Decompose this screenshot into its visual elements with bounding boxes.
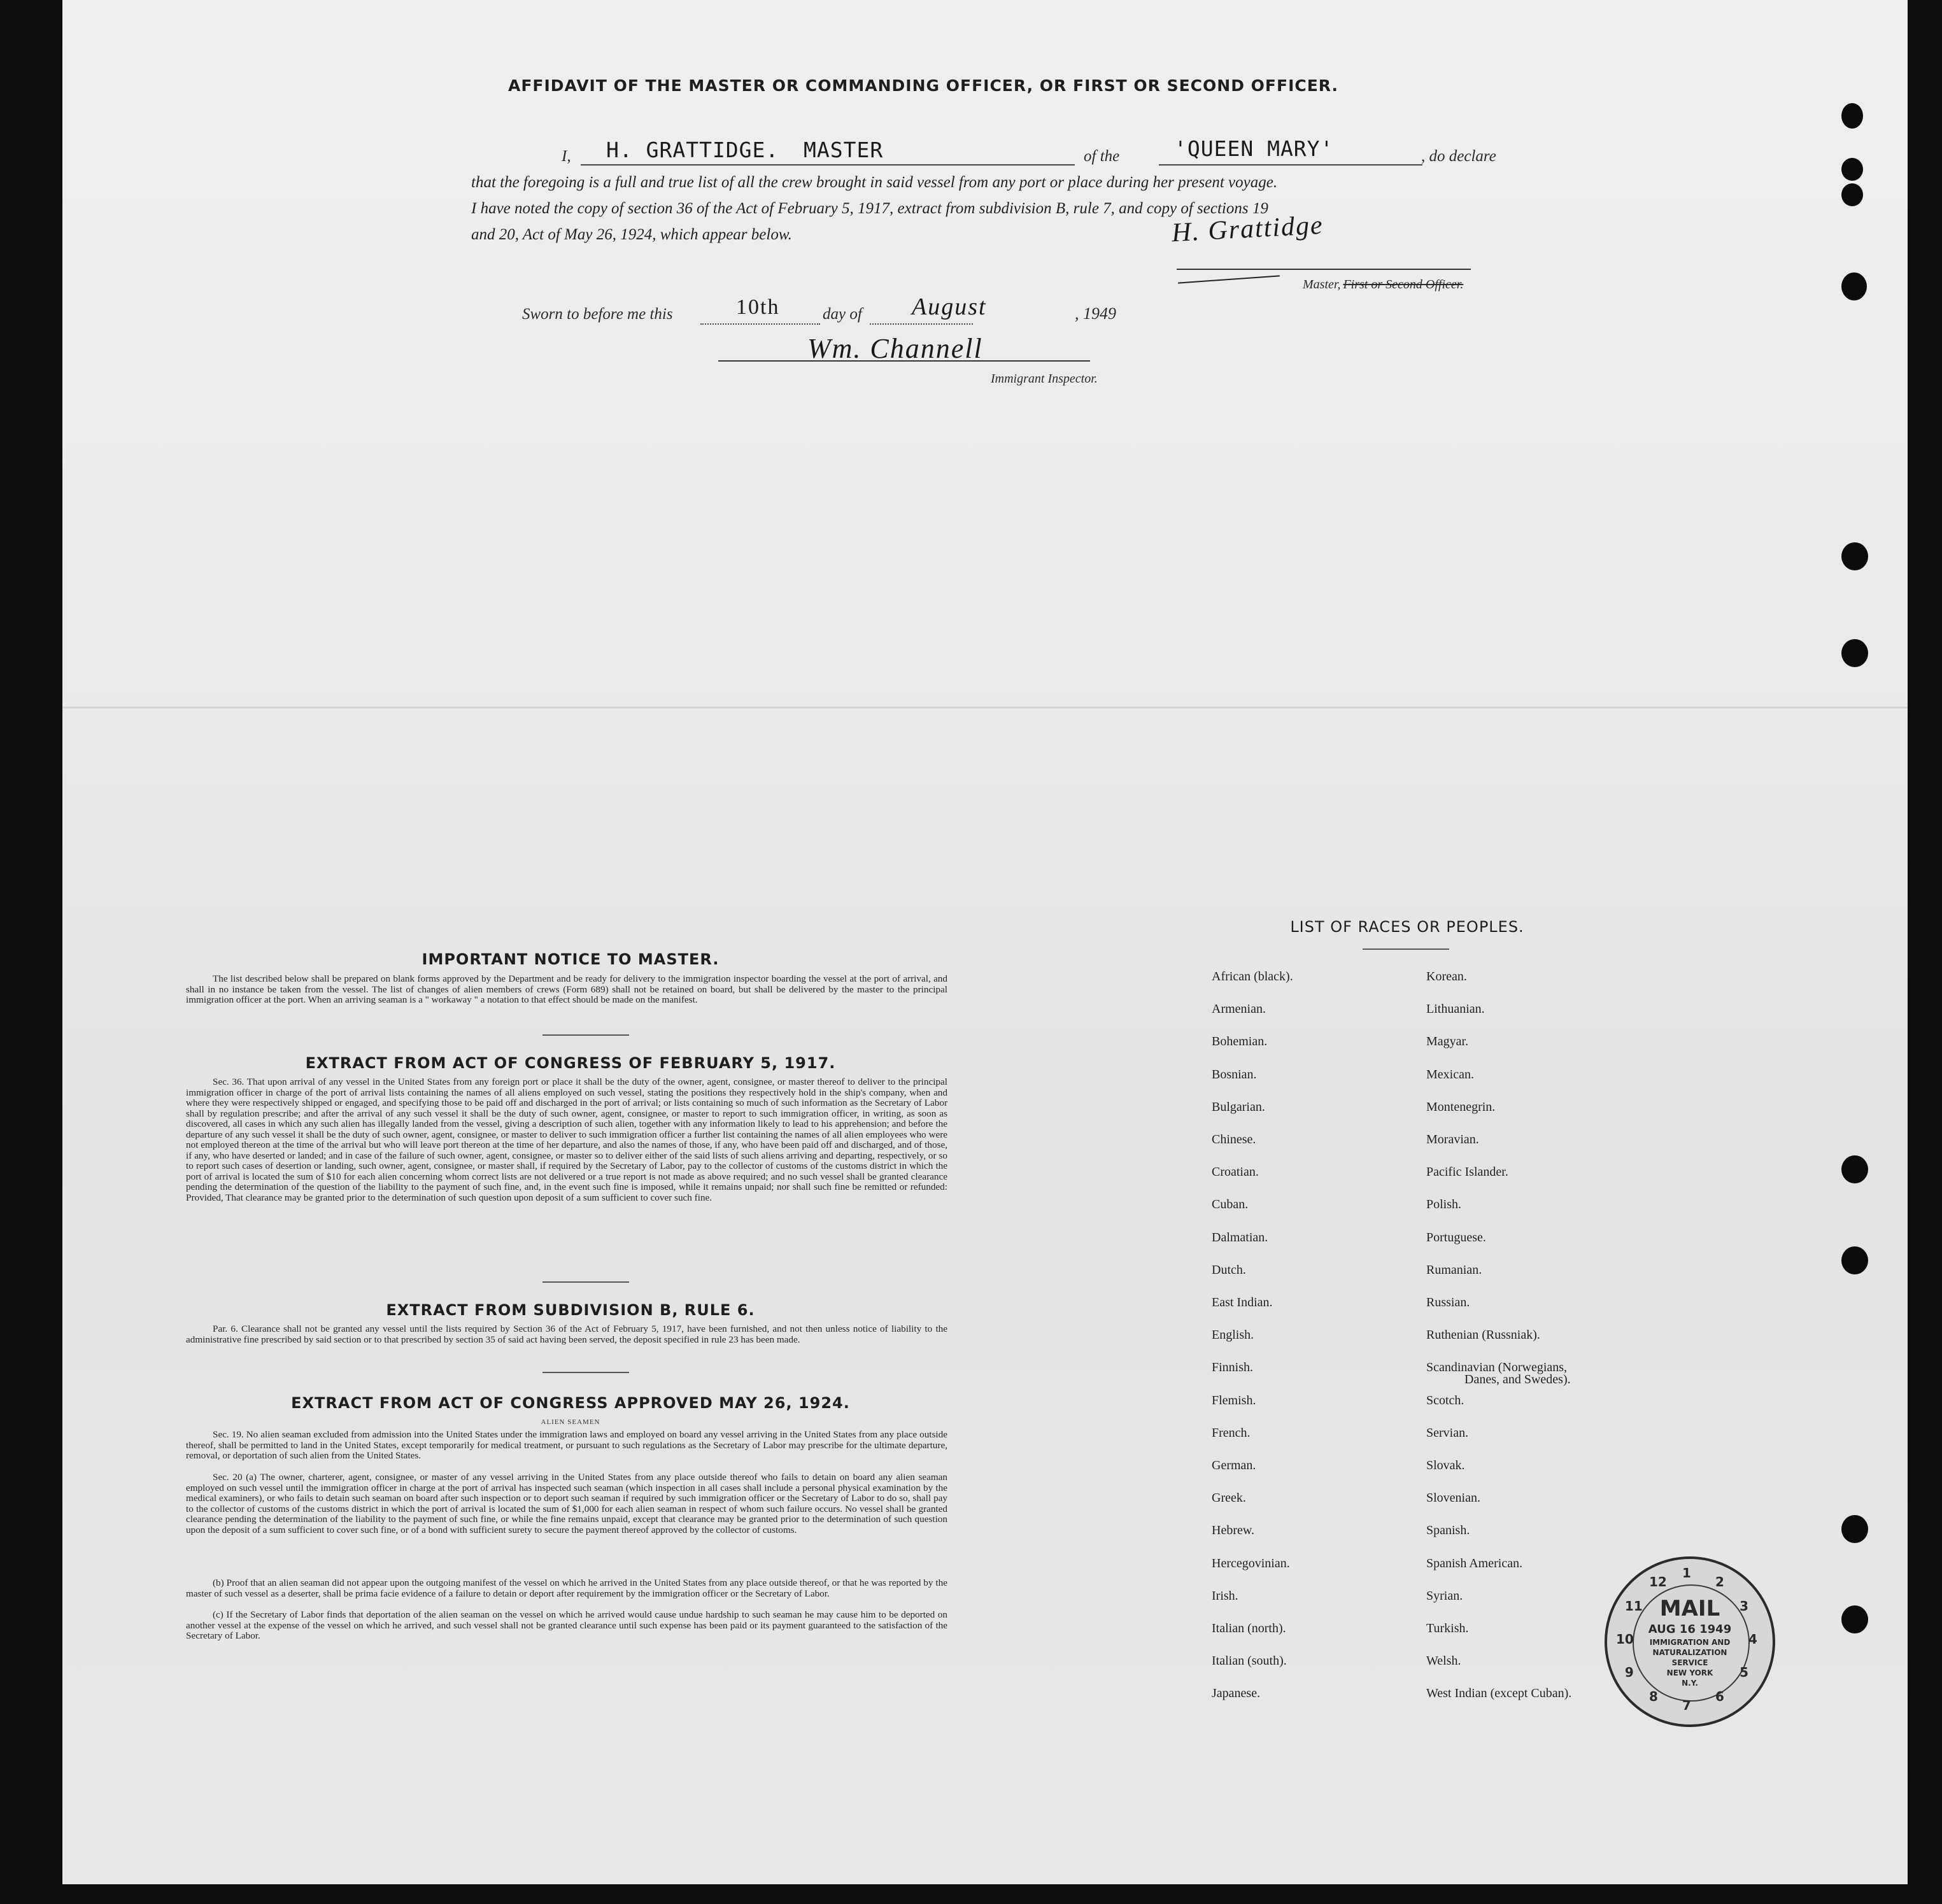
race-item: Pacific Islander. — [1426, 1165, 1508, 1180]
race-item: Syrian. — [1426, 1588, 1463, 1603]
race-item: Portuguese. — [1426, 1230, 1486, 1245]
immigration-mail-stamp — [1605, 1556, 1775, 1727]
race-item: Rumanian. — [1426, 1262, 1482, 1277]
signature-line — [1177, 269, 1471, 270]
signer-caption-struck: First or Second Officer. — [1343, 278, 1464, 292]
stamp-number: 11 — [1624, 1598, 1643, 1614]
stamp-number: 2 — [1715, 1574, 1724, 1590]
race-item: Servian. — [1426, 1425, 1469, 1440]
signer-caption-master: Master, — [1303, 278, 1341, 292]
race-item: East Indian. — [1212, 1295, 1273, 1309]
inspector-caption: Immigrant Inspector. — [991, 372, 1098, 386]
race-item: Italian (south). — [1212, 1654, 1287, 1668]
race-item: Irish. — [1212, 1588, 1238, 1603]
extract-1917-title: EXTRACT FROM ACT OF CONGRESS OF FEBRUARY 5, 1917. — [305, 1054, 836, 1072]
punch-hole-1 — [1841, 103, 1863, 129]
extract-1917-text: Sec. 36. That upon arrival of any vessel in the United States from any foreign port or place it shall be the duty of the owner, agent, consignee, or master thereof to deliver to the principal immigration officer in charge of the port of arrival lists containing the names of all aliens employed on such vessel, stating the positions they respectively hold in the ship's company, when and where they were respectively shipped or engaged, and specifying those to be paid off and discharged in the port of arrival; or lists containing so much of such information as the Secretary of Labor shall by regulation prescribe; and after the arrival of any such vessel it shall be the duty of such owner, agent, consignee, or master to report to such immigration officer, in writing, as soon as discovered, all cases in which any such alien has illegally landed from the vessel, giving a description of such alien, together with any information likely to lead to his apprehension; and before the departure of any such vessel it shall be the duty of such owner, agent, consignee, or master to deliver to such immigration officer a further list containing the names of all alien employees who were not employed thereon at the time of the arrival but who will leave port thereon at the time of her departure, and also the names of those, if any, who have been paid off and discharged, and of those, if any, who have deserted or landed; and in case of the failure of such owner, agent, consignee, or master so to deliver either of the said lists of such aliens arriving and departing, respectively, or so to report such cases of desertion or landing, such owner, agent, consignee, or master shall, if required by the Secretary of Labor, pay to the collector of customs of the customs district in which the port of arrival is located the sum of $10 for each alien concerning whom correct lists are not delivered or a true report is not made as above required; and no such vessel shall be granted clearance pending the determination of the question of the liability to the payment of such fine, and, in the event such fine is imposed, while it remains unpaid; nor shall such fine be remitted or refunded: Provided, That clearance may be granted prior to the determination of such question upon deposit of a sum sufficient to cover such fine. — [186, 1076, 947, 1203]
race-item: Spanish American. — [1426, 1556, 1523, 1570]
stamp-mail: MAIL — [1659, 1596, 1720, 1621]
punch-hole-7 — [1841, 1155, 1868, 1183]
race-item: Turkish. — [1426, 1621, 1469, 1635]
notice-text: The list described below shall be prepared on blank forms approved by the Department and be ready for delivery to the immigration inspector boarding the vessel at the port of arrival, and shall in no instance be taken from the vessel. The list of changes of alien members of crews (Form 689) shall not be retained on board, but shall be delivered by the master to the principal immigration officer at the port. When an arriving seaman is a " workaway " a notation to that effect should be made on the manifest. — [186, 973, 947, 1005]
master-rank: MASTER — [804, 138, 884, 162]
race-item: Dalmatian. — [1212, 1230, 1268, 1245]
rule6-text: Par. 6. Clearance shall not be granted any vessel until the lists required by Section 36 of the Act of February 5, 1917, have been furnished, and not then unless notice of liability to the administrative fine prescribed by said section or to that prescribed by section 35 of said act having been served, the deposit specified in rule 23 has been made. — [186, 1323, 947, 1345]
stamp-number: 3 — [1740, 1598, 1748, 1614]
stamp-number: 10 — [1616, 1632, 1634, 1647]
rule6-rule — [542, 1372, 629, 1373]
extract-1917-rule — [542, 1281, 629, 1283]
alien-seamen-subtitle: ALIEN SEAMEN — [541, 1418, 600, 1426]
affidavit-line-2: that the foregoing is a full and true list of all the crew brought in said vessel from any port or place during her present voyage. — [471, 174, 1278, 191]
punch-hole-6 — [1841, 639, 1868, 667]
sworn-day: 10th — [736, 295, 780, 319]
stamp-number: 5 — [1740, 1665, 1748, 1680]
race-item: Ruthenian (Russniak). — [1426, 1328, 1540, 1343]
race-item: Lithuanian. — [1426, 1002, 1485, 1017]
race-item: Hercegovinian. — [1212, 1556, 1290, 1570]
race-scandinavian-continued: Danes, and Swedes). — [1464, 1372, 1571, 1386]
race-item: Moravian. — [1426, 1132, 1479, 1146]
race-item: Finnish. — [1212, 1360, 1254, 1375]
race-item: Croatian. — [1212, 1165, 1259, 1180]
race-item: Welsh. — [1426, 1654, 1461, 1668]
race-item: Korean. — [1426, 970, 1467, 984]
extract-1924-title: EXTRACT FROM ACT OF CONGRESS APPROVED MAY 26, 1924. — [291, 1394, 850, 1412]
race-item: Dutch. — [1212, 1262, 1246, 1277]
punch-hole-8 — [1841, 1246, 1868, 1274]
race-item: Chinese. — [1212, 1132, 1256, 1146]
race-item: African (black). — [1212, 970, 1293, 984]
stamp-line-naturalization: NATURALIZATION — [1652, 1648, 1727, 1657]
race-item: French. — [1212, 1425, 1251, 1440]
punch-hole-9 — [1841, 1515, 1868, 1543]
punch-hole-10 — [1841, 1605, 1868, 1633]
stamp-number: 6 — [1715, 1689, 1724, 1705]
race-item: Hebrew. — [1212, 1523, 1255, 1538]
stamp-number: 12 — [1649, 1574, 1667, 1590]
race-item: Russian. — [1426, 1295, 1470, 1309]
name-underline — [581, 164, 1075, 166]
stamp-line-ny: N.Y. — [1682, 1679, 1698, 1688]
race-item: Spanish. — [1426, 1523, 1470, 1538]
sworn-line — [522, 293, 1159, 331]
affidavit-title: AFFIDAVIT OF THE MASTER OR COMMANDING OFFICER, OR FIRST OR SECOND OFFICER. — [507, 76, 1339, 95]
race-item: Greek. — [1212, 1491, 1246, 1506]
stamp-number: 7 — [1682, 1698, 1691, 1713]
race-item: West Indian (except Cuban). — [1426, 1686, 1572, 1701]
extract-1924-sec20b: (b) Proof that an alien seaman did not appear upon the outgoing manifest of the vessel on which he arrived in the United States from any place outside thereof, or that he was reported by the master of such vessel as a deserter, shall be prima facie evidence of a failure to detain or deport after requirement by the immigration officer or the Secretary of Labor. — [186, 1577, 947, 1599]
stamp-line-immigration: IMMIGRATION AND — [1649, 1638, 1731, 1647]
vessel-name: 'QUEEN MARY' — [1174, 136, 1334, 161]
rule6-title: EXTRACT FROM SUBDIVISION B, RULE 6. — [386, 1301, 755, 1319]
punch-hole-4 — [1841, 272, 1867, 300]
stamp-date: AUG 16 1949 — [1648, 1623, 1732, 1636]
punch-hole-2 — [1841, 158, 1863, 181]
sworn-month-underline — [870, 323, 973, 325]
affidavit-line-3: I have noted the copy of section 36 of the Act of February 5, 1917, extract from subdivision B, rule 7, and copy of sections 19 — [471, 200, 1268, 217]
race-item: Polish. — [1426, 1197, 1462, 1212]
page-fold — [62, 707, 1908, 709]
extract-1924-sec20a: Sec. 20 (a) The owner, charterer, agent, consignee, or master of any vessel arriving in the United States from any place outside thereof who fails to detain on board any alien seaman employed on such vessel until the immigration officer in charge at the port of arrival has inspected such seaman (which inspection in all cases shall include a personal physical examination by the medical examiners), or who fails to detain such seaman on board after such inspection or to deport such seaman if required by such immigration officer or the Secretary of Labor to do so, shall pay to the collector of customs of the customs district in which the port of arrival is located the sum of $1,000 for each alien seaman in respect of whom such failure occurs. No vessel shall be granted clearance pending the determination of the liability to the payment of such fine, or while the fine remains unpaid, except that clearance may be granted prior to the determination of such question upon the deposit of a sum sufficient to cover such fine, or of a bond with sufficient surety to secure the payment thereof approved by the collector of customs. — [186, 1472, 947, 1535]
master-name: H. GRATTIDGE. — [606, 138, 779, 162]
punch-hole-5 — [1841, 542, 1868, 570]
signer-caption — [1303, 278, 1463, 292]
race-item: Italian (north). — [1212, 1621, 1286, 1635]
vessel-underline — [1159, 164, 1422, 166]
affidavit-body — [471, 169, 1503, 248]
affidavit-line-1 — [471, 136, 1515, 169]
sworn-month: August — [912, 293, 987, 320]
do-declare-label: , do declare — [1421, 148, 1496, 165]
race-item: Bohemian. — [1212, 1034, 1268, 1049]
sworn-label: Sworn to before me this — [522, 306, 673, 323]
stamp-line-service: SERVICE — [1671, 1658, 1708, 1667]
stamp-number: 4 — [1748, 1632, 1757, 1647]
extract-1924-sec20c: (c) If the Secretary of Labor finds that deportation of the alien seaman on the vessel on which he arrived would cause undue hardship to such seaman he may cause him to be deported on another vessel at the expense of the vessel on which he arrived, and such vessel shall not be granted clearance until such expense has been paid or its payment guaranteed to the satisfaction of the Secretary of Labor. — [186, 1609, 947, 1641]
extract-1924-sec19: Sec. 19. No alien seaman excluded from admission into the United States under the immigration laws and employed on board any vessel arriving in the United States from any place outside thereof, shall be permitted to land in the United States, except temporarily for medical treatment, or pursuant to such regulations as the Secretary of Labor may prescribe for the ultimate departure, removal, or deportation of such alien from the United States. — [186, 1429, 947, 1461]
race-item: Scandinavian (Norwegians, — [1426, 1360, 1568, 1375]
race-item: Bulgarian. — [1212, 1099, 1265, 1114]
inspector-signature: Wm. Channell — [807, 333, 983, 364]
race-item: Scotch. — [1426, 1393, 1464, 1407]
stamp-number: 9 — [1624, 1665, 1634, 1680]
race-item: Bosnian. — [1212, 1067, 1257, 1082]
race-item: Cuban. — [1212, 1197, 1249, 1212]
races-rule — [1363, 948, 1449, 950]
race-item: Slovenian. — [1426, 1491, 1480, 1506]
races-title: LIST OF RACES OR PEOPLES. — [1290, 918, 1524, 936]
day-of-label: day of — [823, 306, 862, 323]
race-item: Flemish. — [1212, 1393, 1256, 1407]
stamp-number: 8 — [1649, 1689, 1658, 1705]
sworn-day-underline — [700, 323, 820, 325]
master-signature: H. Grattidge — [1170, 210, 1324, 248]
race-item: Montenegrin. — [1426, 1099, 1496, 1114]
race-item: Slovak. — [1426, 1458, 1465, 1472]
race-item: Magyar. — [1426, 1034, 1469, 1049]
race-item: English. — [1212, 1328, 1254, 1343]
affidavit-line-4: and 20, Act of May 26, 1924, which appear below. — [471, 226, 792, 243]
of-the-label: of the — [1084, 148, 1120, 165]
sworn-year: , 1949 — [1075, 304, 1116, 323]
stamp-line-newyork: NEW YORK — [1666, 1668, 1713, 1677]
race-item: Japanese. — [1212, 1686, 1261, 1701]
race-item: Armenian. — [1212, 1002, 1266, 1017]
notice-rule — [542, 1034, 629, 1036]
race-item: Mexican. — [1426, 1067, 1474, 1082]
stamp-number: 1 — [1682, 1565, 1691, 1581]
punch-hole-3 — [1841, 183, 1863, 206]
race-item: German. — [1212, 1458, 1256, 1472]
notice-title: IMPORTANT NOTICE TO MASTER. — [422, 950, 719, 968]
affidavit-i-label: I, — [562, 148, 571, 165]
